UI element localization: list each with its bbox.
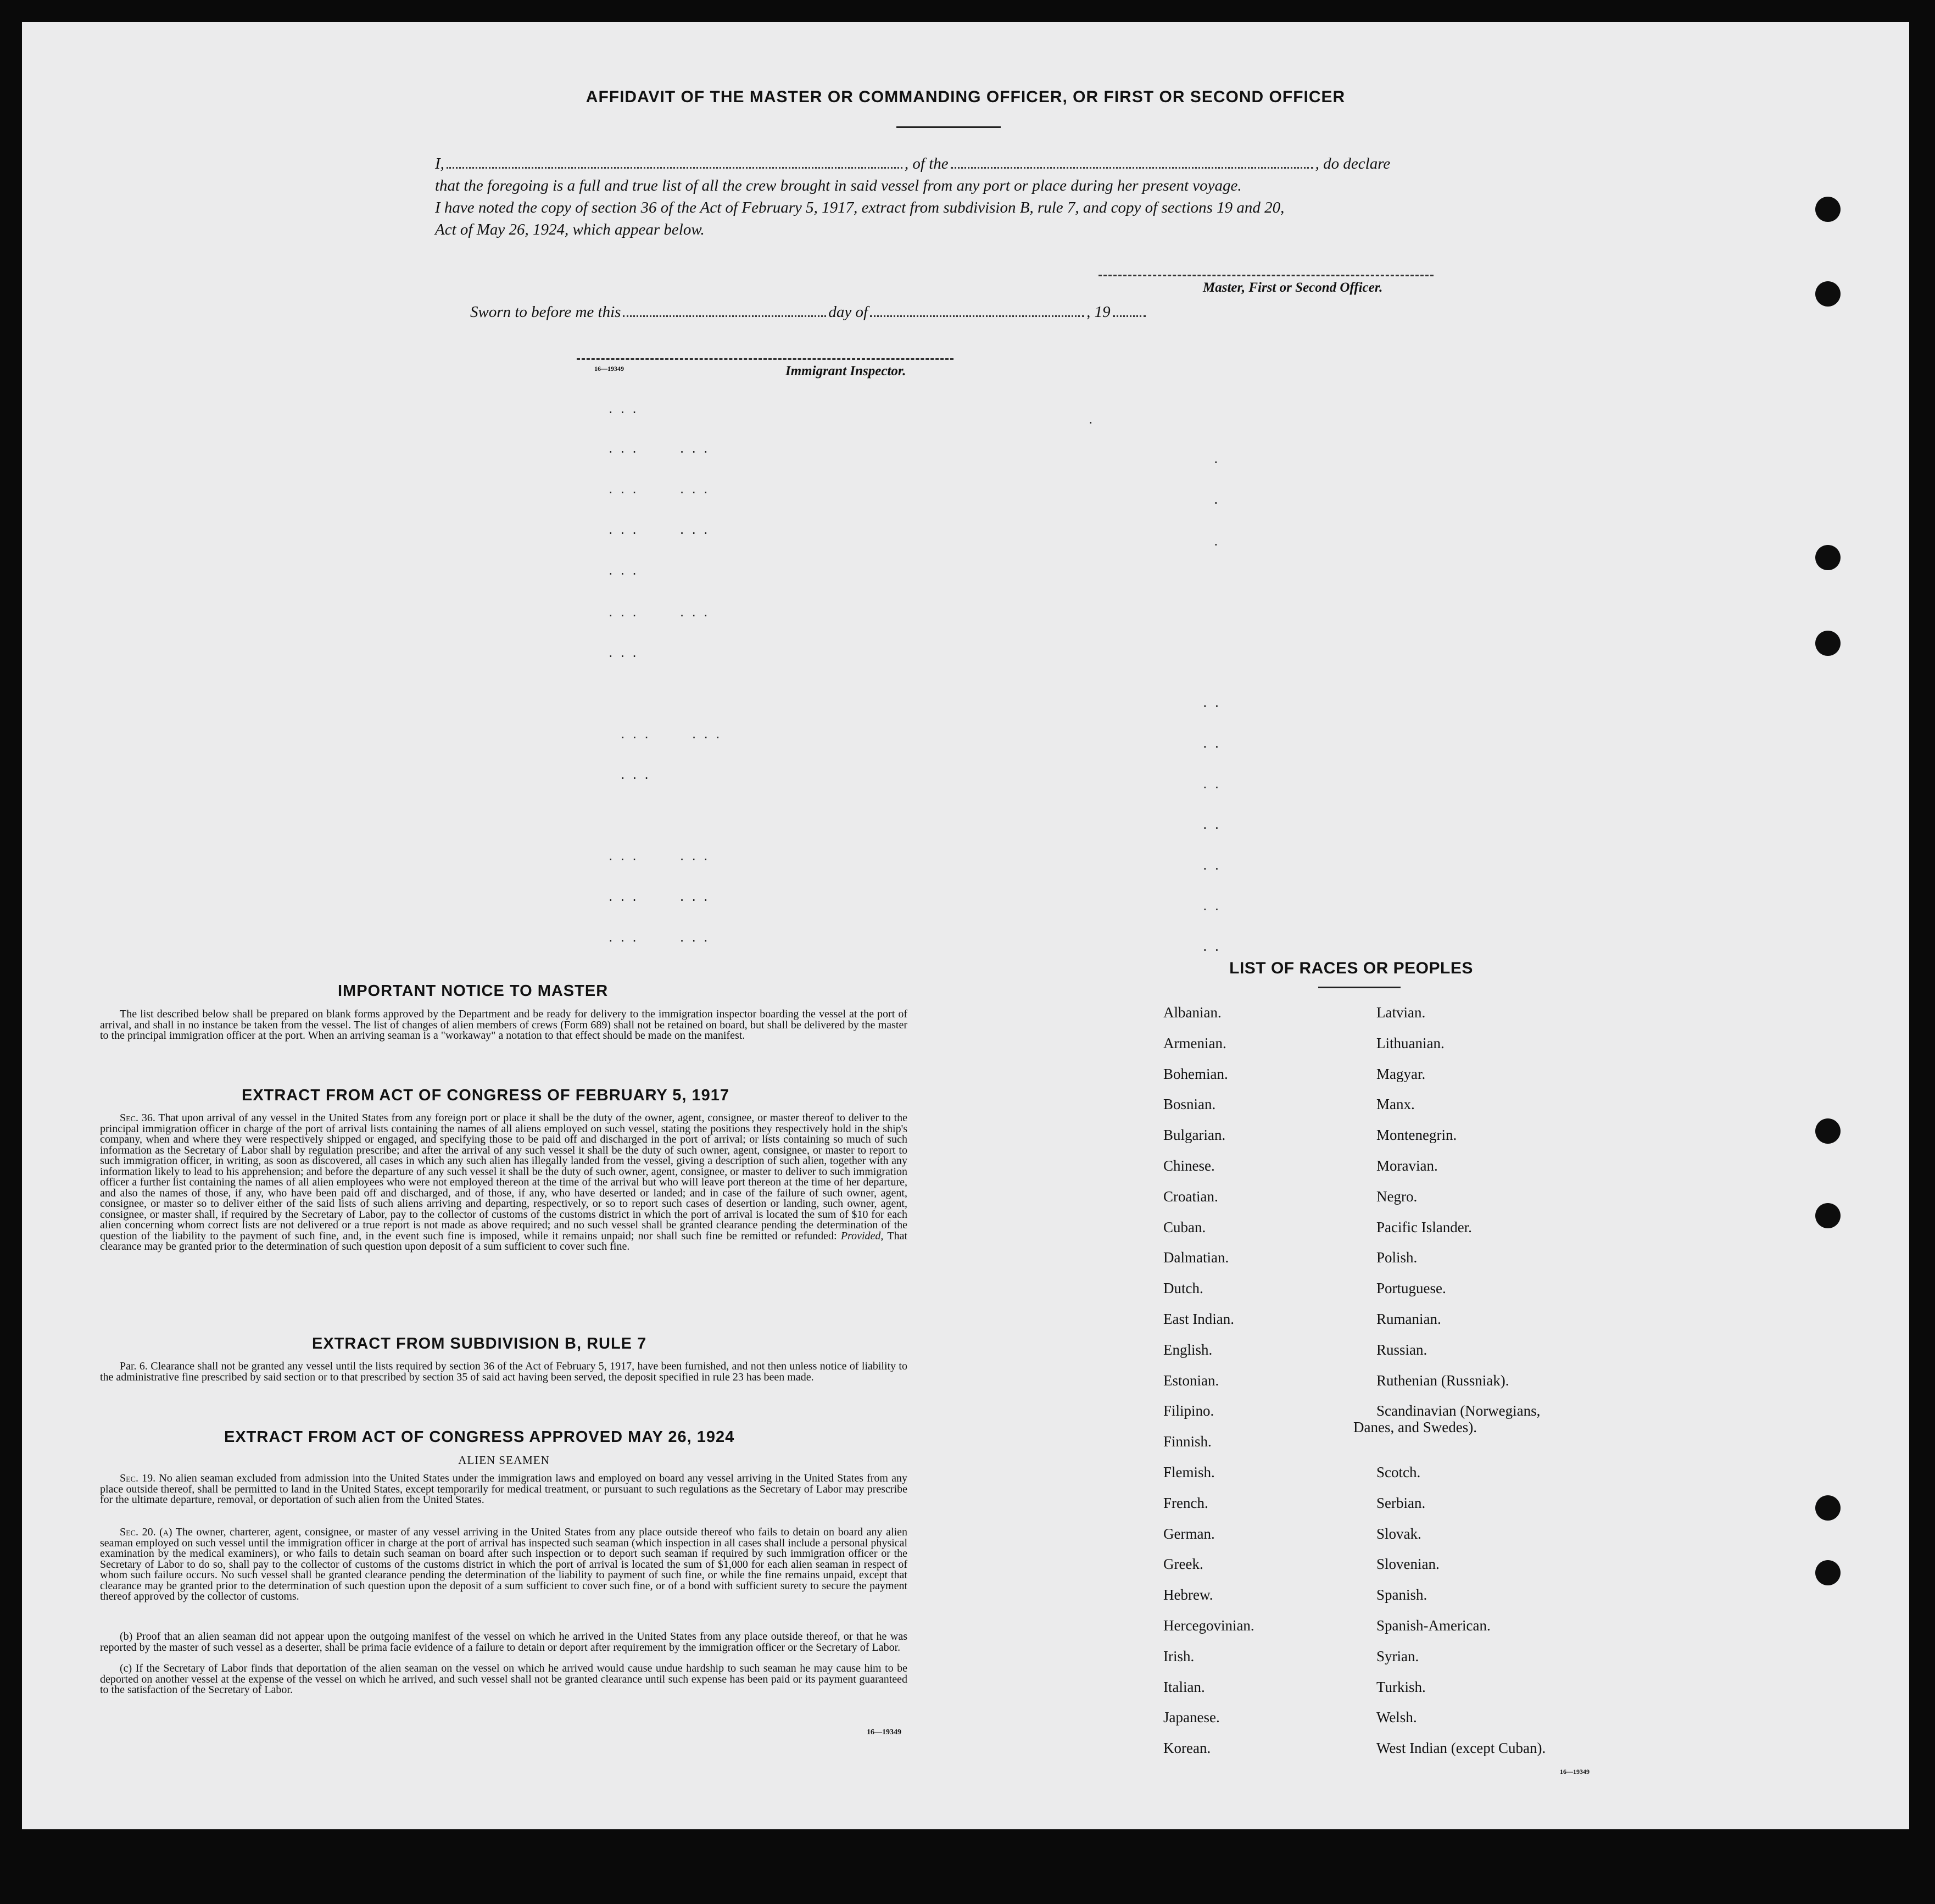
document-page bbox=[22, 22, 1909, 1829]
race-item: Finnish. bbox=[1163, 1433, 1212, 1450]
race-item: Manx. bbox=[1376, 1096, 1415, 1112]
race-item: Scandinavian (Norwegians, bbox=[1376, 1402, 1541, 1419]
bleed-dot: · bbox=[1089, 415, 1093, 431]
race-item: Portuguese. bbox=[1376, 1280, 1446, 1296]
race-item: Irish. bbox=[1163, 1648, 1195, 1664]
race-item: Cuban. bbox=[1163, 1219, 1206, 1235]
race-item: Syrian. bbox=[1376, 1648, 1419, 1664]
sworn-prefix: Sworn to before me this bbox=[470, 303, 621, 321]
signature-line bbox=[1098, 275, 1434, 276]
bleed-dots: ... ... bbox=[609, 848, 716, 864]
sworn-year-blank bbox=[1113, 315, 1146, 317]
binder-hole bbox=[1815, 281, 1841, 307]
binder-hole bbox=[1815, 1495, 1841, 1521]
race-item: Hebrew. bbox=[1163, 1586, 1213, 1603]
race-item: Greek. bbox=[1163, 1556, 1203, 1572]
race-item: Estonian. bbox=[1163, 1372, 1219, 1389]
form-number-bottom-right: 16—19349 bbox=[1560, 1768, 1590, 1775]
race-item: West Indian (except Cuban). bbox=[1376, 1740, 1546, 1756]
race-item: Dutch. bbox=[1163, 1280, 1203, 1296]
race-item: Ruthenian (Russniak). bbox=[1376, 1372, 1509, 1389]
extract-1917-title: EXTRACT FROM ACT OF CONGRESS OF FEBRUARY 5, 1917 bbox=[242, 1087, 730, 1104]
bleed-dot: ·· bbox=[1203, 902, 1227, 917]
bleed-dots: ... ... bbox=[609, 604, 716, 620]
sworn-year: , 19 bbox=[1086, 303, 1111, 321]
declaration-text-2: that the foregoing is a full and true list of all the crew brought in said vessel from any port or place during her present voyage. bbox=[435, 177, 1242, 194]
race-item: Bulgarian. bbox=[1163, 1127, 1226, 1143]
bleed-dots: ... ... bbox=[609, 481, 716, 497]
race-item: Bosnian. bbox=[1163, 1096, 1216, 1112]
affidavit-title: AFFIDAVIT OF THE MASTER OR COMMANDING OFFICER, OR FIRST OR SECOND OFFICER bbox=[585, 88, 1346, 106]
sec19-body: No alien seaman excluded from admission into the United States under the immigration laws and employed on board any vessel arriving in the United States from any place outside thereof, shall be permitted to land in the United States, except temporarily for medical treatment, or pursuant to such regulations as the Secretary of Labor may prescribe for the ultimate departure, removal, or deportation of such alien from the United States. bbox=[100, 1472, 908, 1506]
race-item: Chinese. bbox=[1163, 1157, 1215, 1174]
bleed-dot: · bbox=[1214, 455, 1218, 470]
race-item: Dalmatian. bbox=[1163, 1249, 1229, 1266]
bleed-dot: ·· bbox=[1203, 861, 1227, 877]
bleed-dots: ... ... bbox=[609, 522, 716, 537]
race-item: German. bbox=[1163, 1526, 1215, 1542]
signature-caption: Master, First or Second Officer. bbox=[1203, 280, 1383, 295]
bleed-dot: ·· bbox=[1203, 821, 1227, 836]
sworn-month-blank bbox=[870, 315, 1084, 317]
form-number-bottom-left: 16—19349 bbox=[867, 1728, 901, 1736]
race-item: Albanian. bbox=[1163, 1004, 1222, 1021]
race-item: Croatian. bbox=[1163, 1188, 1218, 1205]
race-item: Armenian. bbox=[1163, 1035, 1226, 1051]
proviso-word: Provided, bbox=[840, 1229, 884, 1242]
race-item: Serbian. bbox=[1376, 1495, 1426, 1511]
declaration-text-4: Act of May 26, 1924, which appear below. bbox=[435, 221, 705, 238]
bleed-dots: ... bbox=[609, 645, 644, 660]
sec36-body: That upon arrival of any vessel in the United States from any foreign port or place it shall be the duty of the owner, agent, consignee, or master thereof to deliver to the principal immigration officer in charge of the port of arrival lists containing the names of all aliens employed on such vessel, stating the positions they respectively hold in the ship's company, when and where they were respectively shipped or engaged, and specifying those to be paid off and discharged in the port of arrival; or lists containing so much of such information as the Secretary of Labor shall by regulation prescribe; and after the arrival of any such vessel it shall be the duty of such owner, agent, consignee, or master to report to such immigration officer, in writing, as soon as discovered, all cases in which any such alien has illegally landed from the vessel, giving a description of such alien, together with any information likely to lead to his apprehension; and before the departure of any such vessel it shall be the duty of such owner, agent, consignee, or master to deliver to such immigration officer a further list containing the names of all alien employees who were not employed thereon at the time of the arrival but who will leave port thereon at the time of her departure, and also the names of those, if any, who have been paid off and discharged, and of those, if any, who have deserted or landed; and in case of the failure of such owner, agent, consignee, or master so to deliver either of the said lists of such aliens arriving and departing, respectively, or so to report such cases of desertion or landing, such owner, agent, consignee, or master shall, if required by the Secretary of Labor, pay to the collector of customs of the customs district in which the port of arrival is located the sum of $10 for each alien concerning whom correct lists are not delivered or a true report is not made as above required; and no such vessel shall be granted clearance pending the determination of the question of the liability to the payment of such fine, and, in the event such fine is imposed, while it remains unpaid; nor shall such fine be remitted or refunded: bbox=[100, 1112, 908, 1242]
race-item: Magyar. bbox=[1376, 1066, 1426, 1082]
bleed-dots: ... ... bbox=[609, 889, 716, 904]
form-number-top: 16—19349 bbox=[594, 365, 624, 372]
race-item: Polish. bbox=[1376, 1249, 1418, 1266]
race-item: Italian. bbox=[1163, 1679, 1205, 1695]
race-item: Spanish. bbox=[1376, 1586, 1427, 1603]
decl-of: , of the bbox=[904, 155, 949, 172]
bleed-dots: ... ... bbox=[609, 929, 716, 945]
inspector-signature-line bbox=[577, 358, 953, 360]
race-item: Scotch. bbox=[1376, 1464, 1421, 1480]
race-item: Moravian. bbox=[1376, 1157, 1438, 1174]
extract-1917-text bbox=[100, 1113, 907, 1252]
decl-prefix: I, bbox=[435, 155, 444, 172]
race-item: Japanese. bbox=[1163, 1709, 1220, 1725]
decl-suffix: , do declare bbox=[1315, 155, 1391, 172]
bleed-dot: ·· bbox=[1203, 739, 1227, 755]
bleed-dot: ·· bbox=[1203, 943, 1227, 958]
race-item: Rumanian. bbox=[1376, 1311, 1441, 1327]
sec19-label: Sec. 19. bbox=[120, 1472, 156, 1484]
race-item: Filipino. bbox=[1163, 1402, 1214, 1419]
binder-hole bbox=[1815, 545, 1841, 570]
race-item: Montenegrin. bbox=[1376, 1127, 1457, 1143]
race-item: Flemish. bbox=[1163, 1464, 1215, 1480]
bleed-dot: · bbox=[1214, 496, 1218, 511]
races-heading-rule bbox=[1318, 987, 1401, 988]
rule7-title: EXTRACT FROM SUBDIVISION B, RULE 7 bbox=[312, 1335, 647, 1352]
race-item: Korean. bbox=[1163, 1740, 1211, 1756]
race-item: Slovak. bbox=[1376, 1526, 1421, 1542]
race-item: East Indian. bbox=[1163, 1311, 1234, 1327]
race-item: Turkish. bbox=[1376, 1679, 1426, 1695]
sec19-text bbox=[100, 1473, 907, 1506]
declaration-text-3: I have noted the copy of section 36 of the Act of February 5, 1917, extract from subdivision B, rule 7, and copy of sections 19 and 20, bbox=[435, 199, 1285, 216]
bleed-dot: ·· bbox=[1203, 699, 1227, 714]
proviso-text: That clearance may be granted prior to the determination of such question upon deposit of a sum sufficient to cover such fine. bbox=[100, 1229, 908, 1252]
sec36-label: Sec. 36. bbox=[120, 1112, 155, 1124]
race-item: Danes, and Swedes). bbox=[1353, 1419, 1477, 1435]
binder-hole bbox=[1815, 631, 1841, 656]
name-blank bbox=[447, 167, 902, 169]
sec20a-text bbox=[100, 1527, 907, 1602]
race-item: Hercegovinian. bbox=[1163, 1617, 1254, 1634]
races-heading: LIST OF RACES OR PEOPLES bbox=[1229, 959, 1473, 977]
bleed-dots: ... ... bbox=[621, 726, 728, 742]
bleed-dots: ... bbox=[609, 563, 644, 578]
race-item: Lithuanian. bbox=[1376, 1035, 1445, 1051]
race-item: Russian. bbox=[1376, 1341, 1427, 1358]
sworn-day: day of bbox=[828, 303, 868, 321]
sec20a-label: Sec. 20. (a) bbox=[120, 1526, 172, 1538]
bleed-dot: · bbox=[1214, 537, 1218, 553]
sworn-date-blank bbox=[623, 315, 826, 317]
race-item: Latvian. bbox=[1376, 1004, 1426, 1021]
bleed-dots: ... ... bbox=[609, 441, 716, 456]
bleed-dots: ... bbox=[621, 767, 656, 782]
race-item: Spanish-American. bbox=[1376, 1617, 1491, 1634]
sec20a-body: The owner, charterer, agent, consignee, or master of any vessel arriving in the United States from any place outside thereof who fails to detain on board any alien seaman employed on such vessel until the immigration officer in charge at the port of arrival has inspected such seaman (which inspection in all cases shall include a personal physical examination by the medical examiners), or who fails to detain such seaman on board after such inspection or to deport such seaman if required by such immigration officer or the Secretary of Labor to do so, shall pay to the collector of customs of the customs district in which the port of arrival is located the sum of $1,000 for each alien seaman in respect of whom such failure occurs. No such vessel shall be granted clearance pending the determination of the liability to payment of such fine, or while the fine remains unpaid, except that clearance may be granted prior to the determination of such question upon the deposit of a sum sufficient to cover such fine, or of a bond with sufficient surety to secure the payment thereof approved by the collector of customs. bbox=[100, 1526, 908, 1602]
binder-hole bbox=[1815, 197, 1841, 222]
affidavit-title-rule bbox=[896, 126, 1001, 128]
binder-hole bbox=[1815, 1203, 1841, 1228]
vessel-blank bbox=[951, 167, 1313, 169]
sec20b-text: (b) Proof that an alien seaman did not appear upon the outgoing manifest of the vessel on which he arrived in the United States from any place outside thereof, or that he was reported by the master of such vessel as a deserter, shall be prima facie evidence of a failure to detain or deport after requirement by the immigration officer or the Secretary of Labor. bbox=[100, 1630, 907, 1654]
race-item: Bohemian. bbox=[1163, 1066, 1228, 1082]
race-item: Slovenian. bbox=[1376, 1556, 1440, 1572]
race-item: French. bbox=[1163, 1495, 1208, 1511]
notice-text: The list described below shall be prepared on blank forms approved by the Department and be ready for delivery to the immigration inspector boarding the vessel at the port of arrival, and shall in no instance be taken from the vessel. The list of changes of alien members of crews (Form 689) shall not be retained on board, but shall be delivered by the master to the principal immigration officer at the port. When an arriving seaman is a "workaway" a notation to that effect should be made on the manifest. bbox=[100, 1008, 907, 1042]
inspector-caption: Immigrant Inspector. bbox=[785, 364, 906, 378]
binder-hole bbox=[1815, 1118, 1841, 1144]
declaration-line bbox=[435, 153, 1501, 175]
notice-title: IMPORTANT NOTICE TO MASTER bbox=[338, 982, 609, 1000]
extract-1924-title: EXTRACT FROM ACT OF CONGRESS APPROVED MAY 26, 1924 bbox=[224, 1428, 735, 1446]
race-item: Welsh. bbox=[1376, 1709, 1417, 1725]
rule7-text: Par. 6. Clearance shall not be granted any vessel until the lists required by section 36 of the Act of February 5, 1917, have been furnished, and not then unless notice of liability to the administrative fine prescribed by said section or to that prescribed by section 35 of said act having been served, the deposit specified in rule 23 has been made. bbox=[100, 1360, 907, 1383]
binder-hole bbox=[1815, 1560, 1841, 1585]
sworn-line bbox=[470, 303, 1148, 321]
race-item: Pacific Islander. bbox=[1376, 1219, 1472, 1235]
alien-seamen-subtitle: ALIEN SEAMEN bbox=[458, 1454, 550, 1467]
bleed-dots: ... bbox=[609, 401, 644, 416]
race-item: English. bbox=[1163, 1341, 1213, 1358]
race-item: Negro. bbox=[1376, 1188, 1418, 1205]
sec20c-text: (c) If the Secretary of Labor finds that deportation of the alien seaman on the vessel on which he arrived would cause undue hardship to such seaman he may cause him to be deported on another vessel at the expense of the vessel on which he arrived, and such vessel shall not be granted clearance until such expense has been paid or its payment guaranteed to the satisfaction of the Secretary of Labor. bbox=[100, 1662, 907, 1696]
bleed-dot: ·· bbox=[1203, 780, 1227, 795]
